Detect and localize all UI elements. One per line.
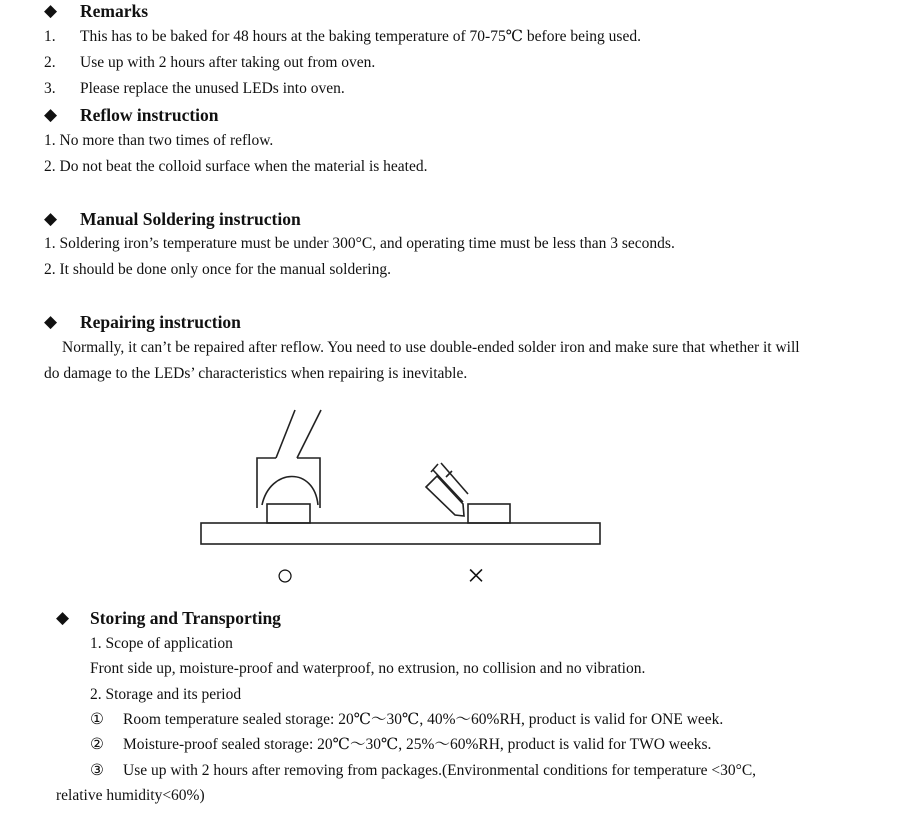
list-number: 2. [44,54,56,71]
pcb-board [201,523,600,544]
manual-soldering-heading: Manual Soldering instruction [80,209,301,229]
list-item: Use up with 2 hours after taking out from oven. [80,54,376,71]
list-item: This has to be baked for 48 hours at the baking temperature of 70-75℃ before being used. [80,28,641,45]
bullet-diamond-icon: ◆ [44,312,58,331]
paragraph-line: Front side up, moisture-proof and waterproof, no extrusion, no collision and no vibration. [90,660,646,677]
circled-number: ① [90,711,104,728]
paragraph-line: relative humidity<60%) [56,787,205,804]
list-item: Room temperature sealed storage: 20℃～30℃, 40%～60%RH, product is valid for ONE week. [123,711,724,728]
circled-number: ② [90,736,104,753]
paragraph-line: Normally, it can’t be repaired after reflow. You need to use double-ended solder iron and make sure that whether it will [62,339,800,356]
bullet-diamond-icon: ◆ [44,105,58,124]
list-item: 2. It should be done only once for the manual soldering. [44,261,391,278]
led-right [468,504,510,523]
subsection-title: 2. Storage and its period [90,686,242,703]
list-item: Use up with 2 hours after removing from packages.(Environmental conditions for temperature <30°C, [123,762,757,779]
remarks-heading: Remarks [80,1,149,21]
list-item: 1. Soldering iron’s temperature must be under 300°C, and operating time must be less than 3 seconds. [44,235,675,252]
bullet-diamond-icon: ◆ [44,209,58,228]
list-number: 1. [44,28,56,45]
correct-mark-icon: ○ [276,559,295,592]
list-item: 1. No more than two times of reflow. [44,132,274,149]
reflow-heading: Reflow instruction [80,105,219,125]
bullet-diamond-icon: ◆ [44,1,58,20]
led-left [267,504,310,523]
bullet-diamond-icon: ◆ [56,608,70,627]
soldering-tip-icon [426,463,468,516]
subsection-title: 1. Scope of application [90,635,233,652]
list-item: 2. Do not beat the colloid surface when the material is heated. [44,158,428,175]
wrong-mark-icon: × [467,557,486,593]
storing-heading: Storing and Transporting [90,608,281,628]
repairing-heading: Repairing instruction [80,312,241,332]
list-number: 3. [44,80,56,97]
list-item: Please replace the unused LEDs into oven. [80,80,345,97]
circled-number: ③ [90,762,104,779]
list-item: Moisture-proof sealed storage: 20℃～30℃, 25%～60%RH, product is valid for TWO weeks. [123,736,712,753]
paragraph-line: do damage to the LEDs’ characteristics when repairing is inevitable. [44,365,468,382]
double-ended-iron-icon [257,410,321,508]
